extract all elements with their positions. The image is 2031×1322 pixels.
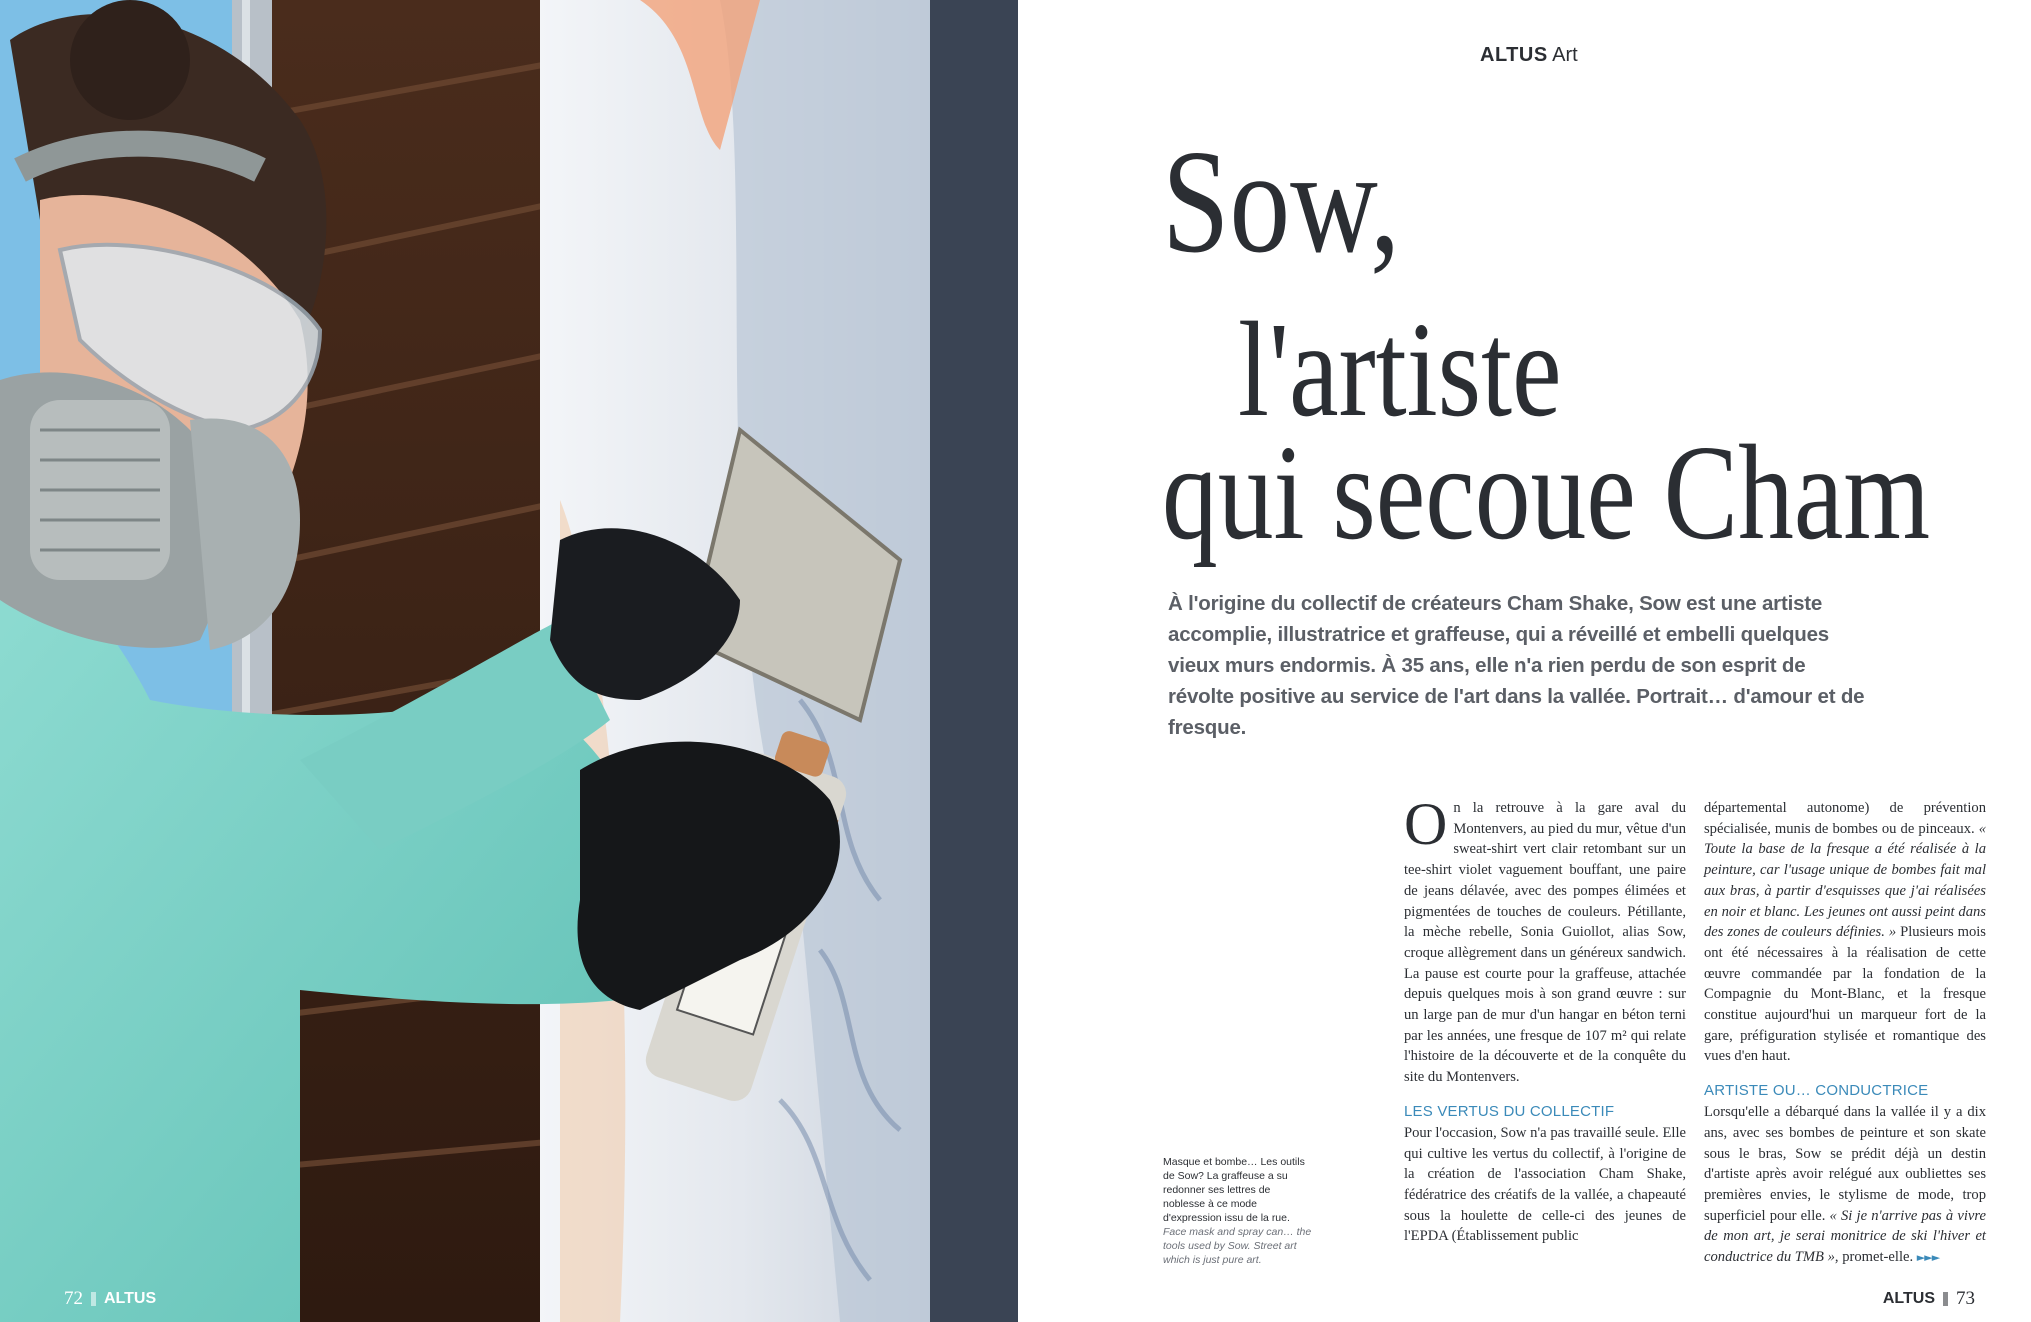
drop-cap: O [1404,791,1448,857]
body-paragraph: départemental autonome) de prévention spécialisée, munis de bombes ou de pinceaux. [1704,800,1986,837]
magazine-name: ALTUS [1882,1290,1935,1307]
article-title-line-2: l'artiste [1238,295,1562,445]
magazine-name: ALTUS [104,1290,157,1307]
section-rubric [1480,44,1578,67]
body-paragraph: , promet-elle. [1834,1249,1917,1266]
caption-english: Face mask and spray can… the tools used by Sow. Street art which is just pure art. [1163,1226,1312,1266]
folio-separator [91,1292,96,1306]
article-title-line-3: qui secoue Cham [1162,418,1931,568]
folio-right [1883,1288,1975,1310]
folio-left [64,1288,156,1310]
body-column-2 [1704,798,1986,1269]
rubric-section: Art [1552,44,1578,66]
photo-caption [1163,1155,1315,1267]
page-number: 73 [1956,1288,1975,1309]
subheading-collectif: LES VERTUS DU COLLECTIF [1404,1102,1615,1120]
blurred-foreground [930,0,1018,1322]
body-paragraph: n la retrouve à la gare aval du Montenvers, au pied du mur, vêtue d'un sweat-shirt vert clair retombant sur un tee-shirt violet vaguement bouffant, une paire de jeans délavée, avec des pompes élimées et pigmentées de touches de couleurs. Pétillante, la mèche rebelle, Sonia Guiollot, alias Sow, croque allègrement dans un généreux sandwich. La pause est courte pour la graffeuse, attachée depuis quelques mois à son grand œuvre : sur un large pan de mur d'un hangar en béton terni par les années, une fresque de 107 m² qui relate l'histoire de la découverte et de la conquête du site du Montenvers. [1404,800,1686,1086]
article-title-line-1: Sow, [1162,120,1401,284]
folio-separator [1943,1292,1948,1306]
caption-french: Masque et bombe… Les outils de Sow? La graffeuse a su redonner ses lettres de noblesse à ce mode d'expression issu de la rue. [1163,1156,1305,1224]
continue-arrows-icon: ►►► [1916,1251,1940,1265]
body-paragraph: Lorsqu'elle a débarqué dans la vallée il y a dix ans, avec ses bombes de peinture et son skate sous le bras, Sow se prédit déjà un destin d'artiste après avoir relégué aux oubliettes ses premières envies, le stylisme de mode, trop superficiel pour elle. [1704,1104,1986,1224]
body-paragraph: Plusieurs mois ont été nécessaires à la réalisation de cette œuvre commandée par la fondation de la Compagnie du Mont-Blanc, et la fresque constitue aujourd'hui un marqueur fort de la gare, préfiguration stylisée et romantique des vues d'en haut. [1704,924,1986,1065]
article-lead: À l'origine du collectif de créateurs Cham Shake, Sow est une artiste accomplie, illustratrice et graffeuse, qui a réveillé et embelli quelques vieux murs endormis. À 35 ans, elle n'a rien perdu de son esprit de révolte positive au service de l'art dans la vallée. Portrait… d'amour et de fresque. [1168,592,1865,739]
body-paragraph: Pour l'occasion, Sow n'a pas travaillé seule. Elle qui cultive les vertus du collectif, à l'origine de la création de l'association Cham Shake, fédératrice des créatifs de la vallée, a chapeauté sous la houlette de celle-ci des jeunes de l'EPDA (Établissement public [1404,1124,1686,1245]
rubric-brand: ALTUS [1480,44,1548,66]
quote: « Toute la base de la fresque a été réalisée à la peinture, car l'usage unique de bombes fait mal aux bras, à partir d'esquisses que j'ai réalisées en noir et blanc. Les jeunes ont aussi peint dans des zones de couleurs définies. » [1704,820,1986,941]
page-number: 72 [64,1288,83,1309]
quote: « Si je n'arrive pas à vivre de mon art, je serai monitrice de ski l'hiver et conductrice du TMB » [1704,1207,1986,1266]
subheading-conductrice: ARTISTE OU… CONDUCTRICE [1704,1082,1929,1100]
body-column-1 [1404,791,1686,1247]
